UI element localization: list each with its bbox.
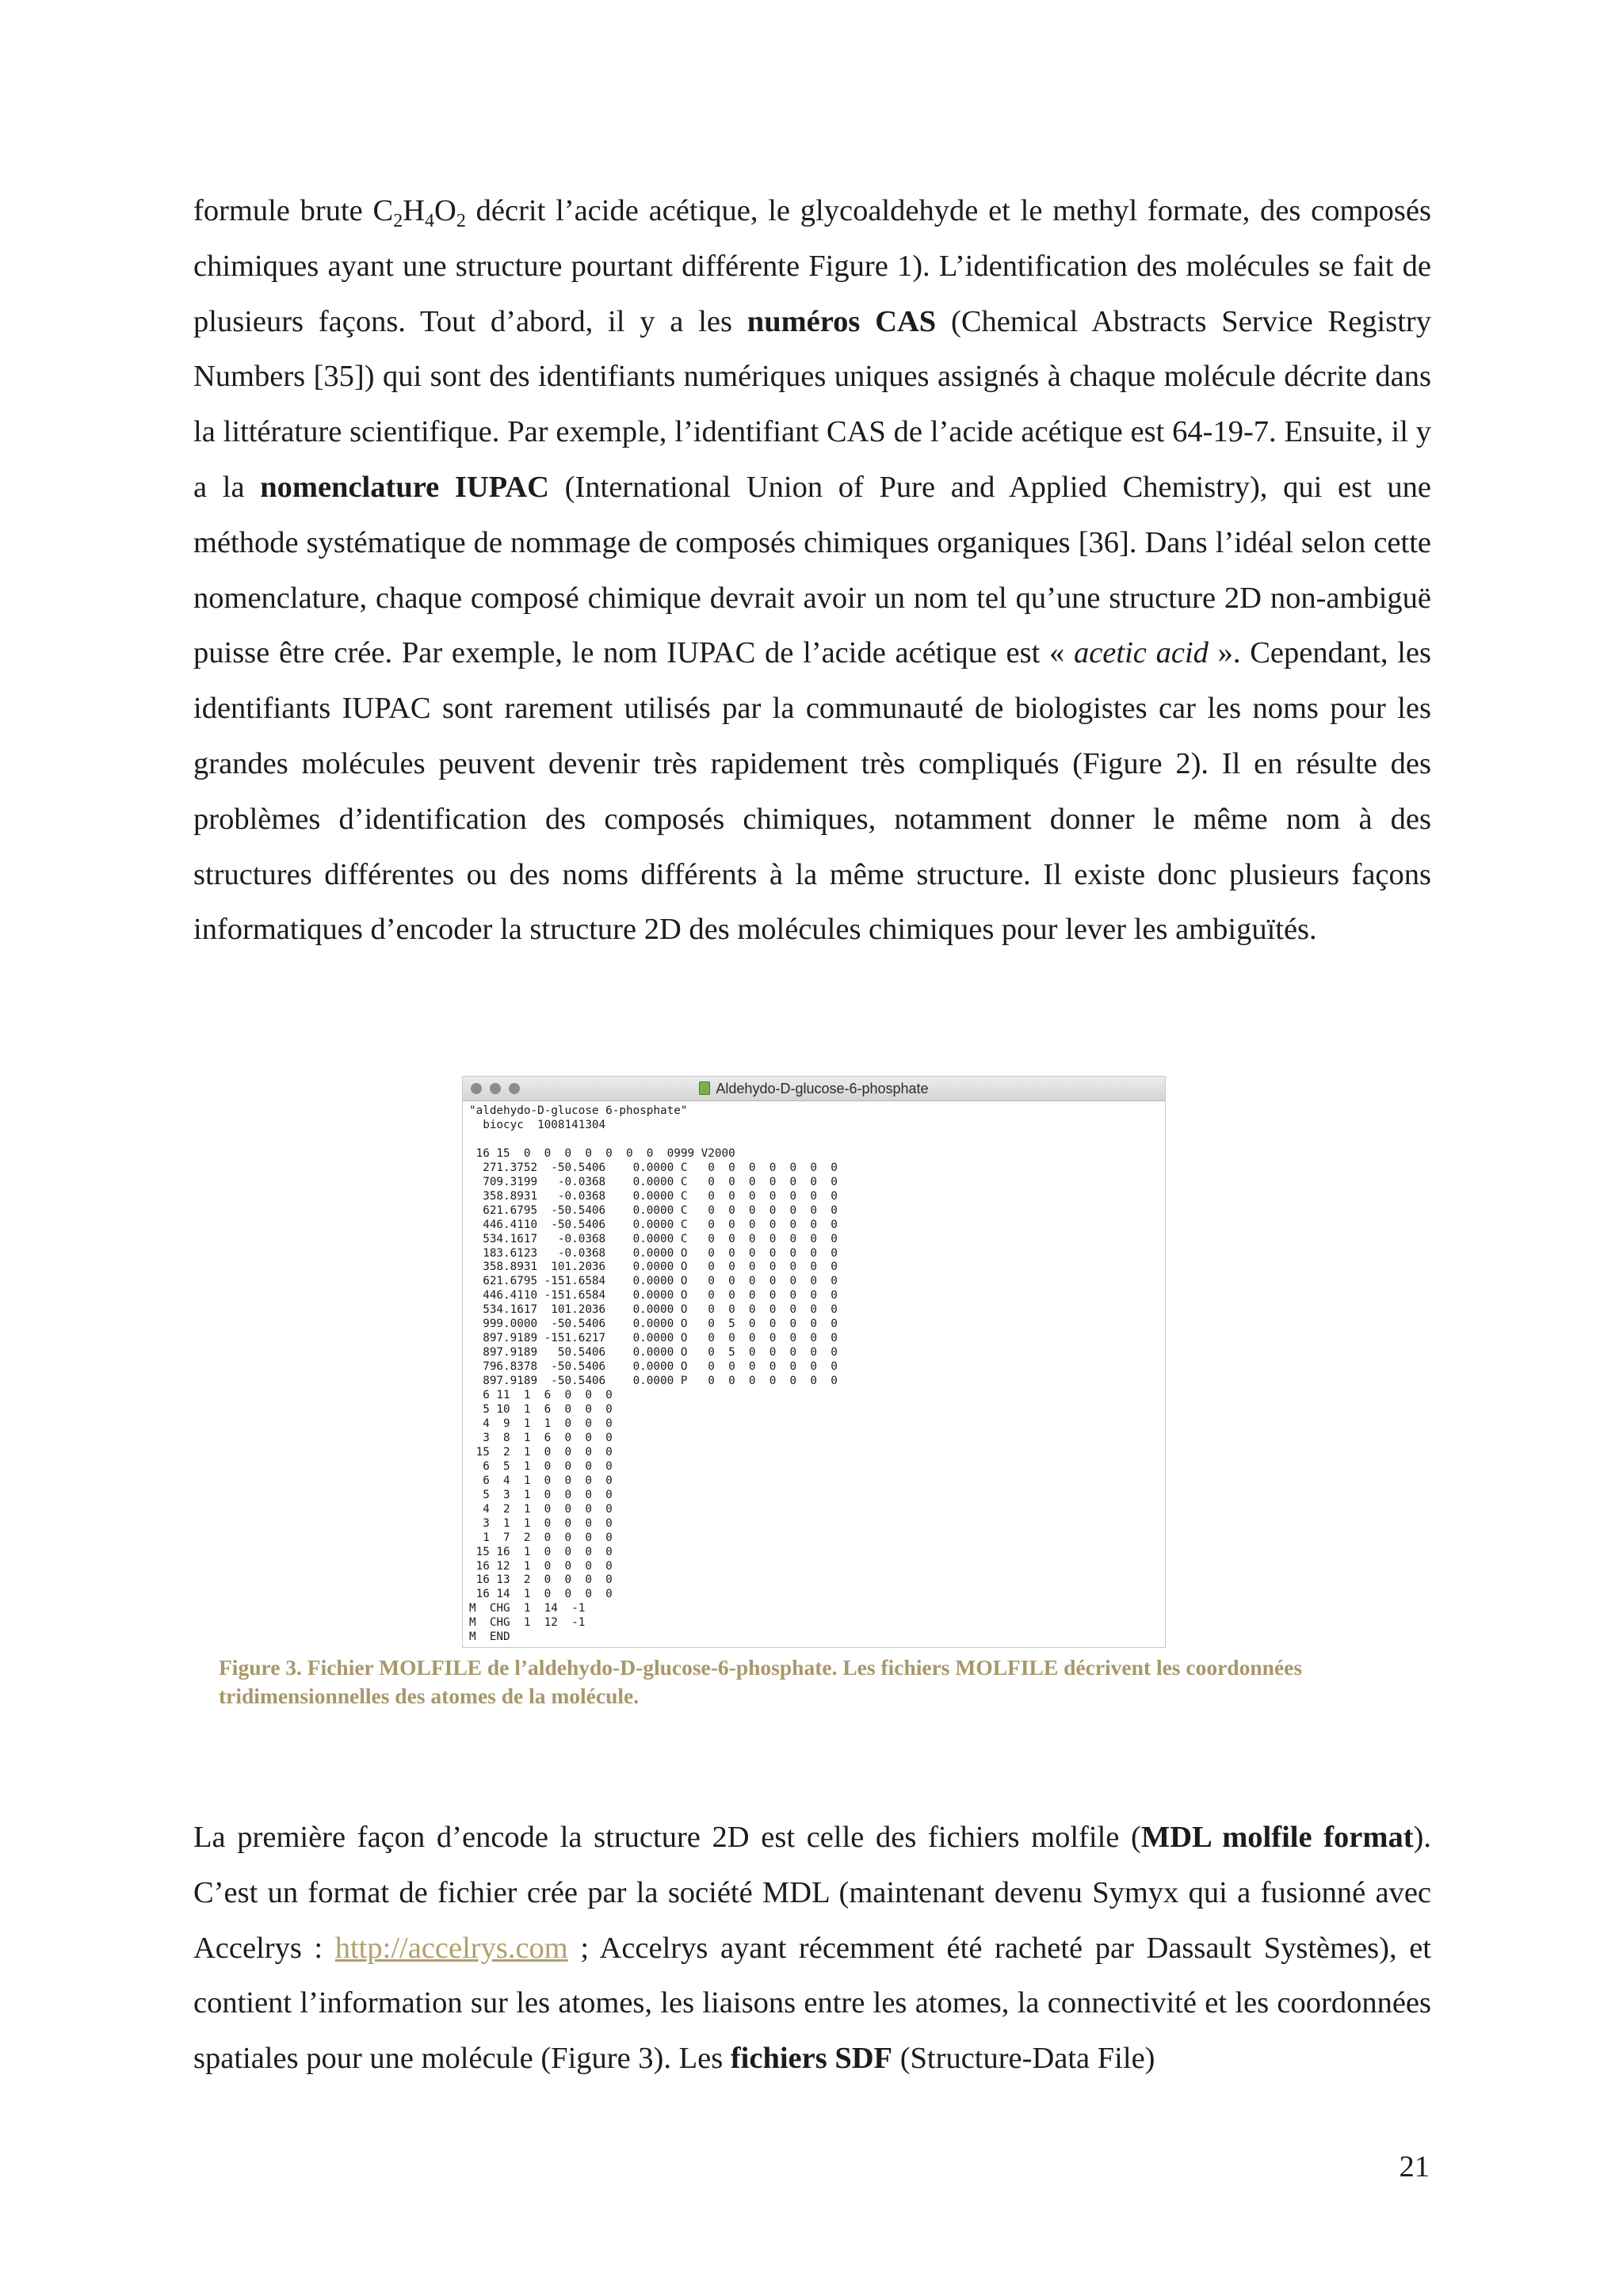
paragraph-identification bbox=[193, 184, 1431, 958]
text-run: ». Cependant, les identifiants IUPAC sont rarement utilisés par la communauté de biologistes car les noms pour les grandes molécules peuvent devenir très rapidement très compliqués (Figure 2). Il en résulte des problèmes d’identification des composés chimiques, notamment donner le même nom à des structures différentes ou des noms différents à la même structure. Il existe donc plusieurs façons informatiques d’encoder la structure 2D des molécules chimiques pour lever les ambiguïtés. bbox=[193, 636, 1431, 947]
text-run: (Structure-Data File) bbox=[892, 2042, 1155, 2076]
window-titlebar bbox=[463, 1077, 1165, 1101]
document-icon bbox=[699, 1081, 710, 1095]
text-run: ; Accelrys ayant récemment été racheté par Dassault Systèmes), et contient l’information sur les atomes, les liaisons entre les atomes, la connectivité et les coordonnées spatiales pour une molécule (Figure 3). Les bbox=[193, 1931, 1431, 2076]
paragraph-molfile bbox=[193, 1810, 1431, 2087]
subscript: 2 bbox=[393, 211, 403, 231]
text-run: O bbox=[434, 194, 456, 227]
bold-term-cas: numéros CAS bbox=[747, 304, 937, 338]
text-run: ). C’est un format de fichier crée par la société MDL (maintenant devenu Symyx qui a fusionné avec Accelrys : bbox=[193, 1821, 1431, 1965]
accelrys-link[interactable]: http://accelrys.com bbox=[334, 1931, 568, 1965]
bold-term-mdl-molfile: MDL molfile format bbox=[1140, 1821, 1414, 1854]
molfile-content[interactable]: "aldehydo-D-glucose 6-phosphate" biocyc 1008141304 16 15 0 0 0 0 0 0 0 0999 V2000 271.3752 -50.5406 0.0000 C 0 0 0 0 0 0 0 709.3199 -0.0368 0.0000 C 0 0 0 0 0 0 0 358.8931 -0.0368 0.0000 C 0 0 0 0 0 0 0 621.6795 -50.5406 0.0000 C 0 0 0 0 0 0 0 446.4110 -50.5406 0.0000 C 0 0 0 0 0 0 0 534.1617 -0.0368 0.0000 C 0 0 0 0 0 0 0 183.6123 -0.0368 0.0000 O 0 0 0 0 0 0 0 358.8931 101.2036 0.0000 O 0 0 0 0 0 0 0 621.6795 -151.6584 0.0000 O 0 0 0 0 0 0 0 446.4110 -151.6584 0.0000 O 0 0 0 0 0 0 0 534.1617 101.2036 0.0000 O 0 0 0 0 0 0 0 999.0000 -50.5406 0.0000 O 0 5 0 0 0 0 0 897.9189 -151.6217 0.0000 O 0 0 0 0 0 0 0 897.9189 50.5406 0.0000 O 0 5 0 0 0 0 0 796.8378 -50.5406 0.0000 O 0 0 0 0 0 0 0 897.9189 -50.5406 0.0000 P 0 0 0 0 0 0 0 6 11 1 6 0 0 0 5 10 1 6 0 0 0 4 9 1 1 0 0 0 3 8 1 6 0 0 0 15 2 1 0 0 0 0 6 5 1 0 0 0 0 6 4 1 0 0 0 0 5 3 1 0 0 0 0 4 2 1 0 0 0 0 3 1 1 0 0 0 0 1 7 2 0 0 0 0 15 16 1 0 0 0 0 16 12 1 0 0 0 0 16 13 2 0 0 0 0 16 14 1 0 0 0 0 M CHG 1 14 -1 M CHG 1 12 -1 M END bbox=[469, 1104, 838, 1644]
text-run: (International Union of Pure and Applied Chemistry), qui est une méthode systématique de nommage de composés chimiques organiques [36]. Dans l’idéal selon cette nomenclature, chaque composé chimique devrait avoir un nom tel qu’une structure 2D non-ambiguë puisse être crée. Par exemple, le nom IUPAC de l’acide acétique est « bbox=[193, 470, 1432, 670]
text-run: décrit l’acide acétique, le glycoaldehyde et le methyl formate, des composés chimiques ayant une structure pourtant différente Figure 1). L’identification des molécules se fait de plusieurs façons. Tout d’abord, il y a les bbox=[193, 194, 1431, 338]
figure-molfile-window bbox=[462, 1076, 1166, 1648]
text-run: H bbox=[403, 194, 426, 227]
text-run: formule brute C bbox=[193, 194, 394, 227]
figure-caption: Figure 3. Fichier MOLFILE de l’aldehydo-D-glucose-6-phosphate. Les fichiers MOLFILE décrivent les coordonnées tridimensionnelles des atomes de la molécule. bbox=[219, 1655, 1303, 1708]
subscript: 2 bbox=[456, 211, 466, 231]
italic-term-acetic-acid: acetic acid bbox=[1073, 636, 1209, 670]
window-title: Aldehydo-D-glucose-6-phosphate bbox=[716, 1081, 929, 1097]
text-run: (Chemical Abstracts Service Registry Numbers [35]) qui sont des identifiants numériques uniques assignés à chaque molécule décrite dans la littérature scientifique. Par exemple, l’identifiant CAS de l’acide acétique est 64-19-7. Ensuite, il y a la bbox=[193, 304, 1431, 504]
subscript: 4 bbox=[425, 211, 435, 231]
bold-term-sdf: fichiers SDF bbox=[730, 2042, 893, 2076]
page-number: 21 bbox=[1399, 2150, 1430, 2183]
bold-term-iupac: nomenclature IUPAC bbox=[260, 470, 549, 504]
text-run: La première façon d’encode la structure 2D est celle des fichiers molfile ( bbox=[193, 1821, 1141, 1854]
